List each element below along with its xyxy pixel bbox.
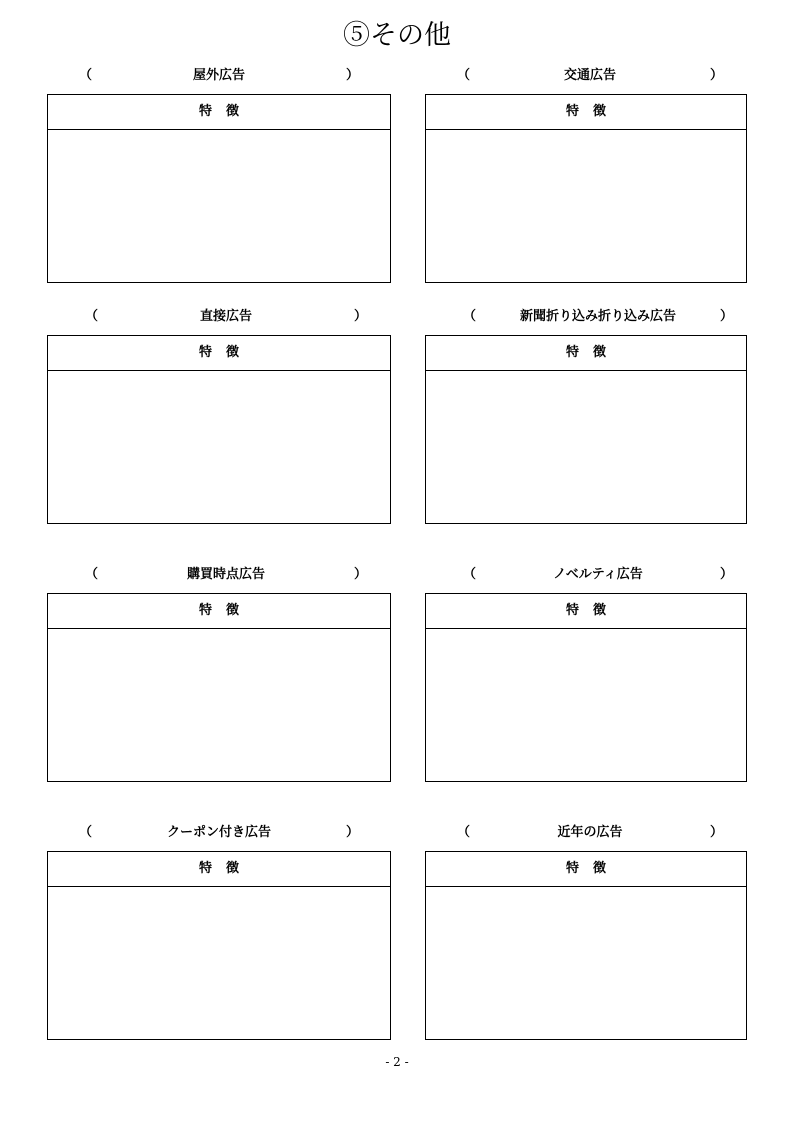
feature-box[interactable] (425, 335, 747, 524)
feature-header: 特徴 (48, 336, 390, 371)
section-heading (79, 823, 359, 843)
section-heading (457, 66, 723, 86)
section-newspaper-insert-ad (425, 307, 747, 525)
open-paren: （ (463, 567, 477, 582)
section-heading (85, 307, 367, 327)
section-direct-ad (47, 307, 391, 525)
section-heading (85, 565, 367, 585)
section-heading (463, 307, 733, 327)
feature-box[interactable] (425, 94, 747, 283)
open-paren: （ (457, 825, 471, 840)
feature-box[interactable] (47, 94, 391, 283)
section-coupon-ad (47, 823, 391, 1041)
section-label: 屋外広告 (192, 68, 245, 83)
feature-header: 特徴 (426, 95, 746, 130)
close-paren: ） (709, 825, 723, 840)
close-paren: ） (709, 68, 723, 83)
open-paren: （ (463, 309, 477, 324)
open-paren: （ (457, 68, 471, 83)
feature-box[interactable] (47, 593, 391, 782)
feature-header: 特徴 (48, 594, 390, 629)
feature-box[interactable] (47, 851, 391, 1040)
section-outdoor-ad (47, 66, 391, 284)
feature-header: 特徴 (48, 852, 390, 887)
feature-header: 特徴 (426, 594, 746, 629)
section-label: 直接広告 (199, 309, 252, 324)
feature-box[interactable] (47, 335, 391, 524)
close-paren: ） (353, 567, 367, 582)
feature-header: 特徴 (426, 852, 746, 887)
section-label: 新聞折り込み折り込み広告 (519, 309, 676, 324)
section-transit-ad (425, 66, 747, 284)
open-paren: （ (85, 567, 99, 582)
section-novelty-ad (425, 565, 747, 783)
page-title: ⑤その他 (343, 20, 451, 51)
close-paren: ） (719, 309, 733, 324)
close-paren: ） (345, 825, 359, 840)
section-label: クーポン付き広告 (166, 825, 271, 840)
section-label: 購買時点広告 (186, 567, 265, 582)
feature-header: 特徴 (48, 95, 390, 130)
open-paren: （ (79, 825, 93, 840)
open-paren: （ (79, 68, 93, 83)
section-heading (457, 823, 723, 843)
close-paren: ） (719, 567, 733, 582)
section-point-of-purchase-ad (47, 565, 391, 783)
page-number: - 2 - (385, 1055, 409, 1069)
section-heading (79, 66, 359, 86)
close-paren: ） (345, 68, 359, 83)
section-heading (463, 565, 733, 585)
close-paren: ） (353, 309, 367, 324)
feature-box[interactable] (425, 851, 747, 1040)
section-label: 交通広告 (563, 68, 616, 83)
section-recent-ad (425, 823, 747, 1041)
section-label: 近年の広告 (557, 825, 623, 840)
feature-box[interactable] (425, 593, 747, 782)
feature-header: 特徴 (426, 336, 746, 371)
section-label: ノベルティ広告 (553, 567, 643, 582)
open-paren: （ (85, 309, 99, 324)
